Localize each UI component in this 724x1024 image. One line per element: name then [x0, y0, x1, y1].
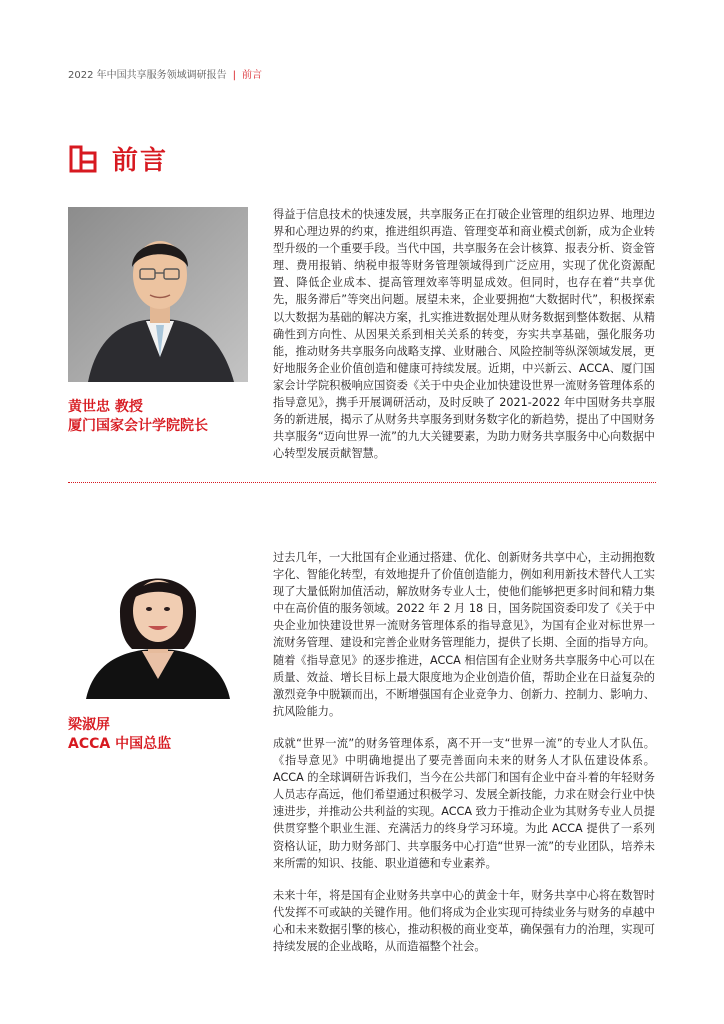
page-title: [68, 140, 168, 177]
foreword-text-2: [273, 549, 655, 970]
running-header: [68, 66, 262, 81]
paragraph: 成就“世界一流”的财务管理体系，离不开一支“世界一流”的专业人才队伍。《指导意见》中明确地提出了要売善面向未来的财务人才队伍建设体系。ACCA 的全球调研告诉我们，当今在公共部门和国有企业中奋斗着的年轻财务人员志存高远，他们希望通过积极学习、发展全新技能，力求在财会行业中快速进步，并推动公共利益的实现。ACCA 致力于推动企业为其财务专业人员提供贯穿整个职业生涯、充满活力的终身学习环境。为此 ACCA 提供了一系列资格认证，助力财务部门、共享服务中心打造“世界一流”的专业团队，培养未来所需的知识、技能、职业道德和专业素养。: [273, 736, 655, 870]
portrait-huang-shizhong: [68, 207, 248, 382]
header-separator: |: [232, 70, 237, 81]
report-title: 2022 年中国共享服务领域调研报告: [68, 70, 227, 81]
section-divider: [68, 482, 656, 483]
foreword-text-1: [273, 206, 655, 477]
person-title: 厦门国家会计学院院长: [68, 418, 208, 434]
paragraph: 未来十年，将是国有企业财务共享中心的黄金十年，财务共享中心将在数智时代发挥不可或缺的关键作用。他们将成为企业实现可持续业务与财务的卓越中心和未来数据引擎的核心，推动积极的商业变革，确保强有力的治理，实现可持续发展的企业战略，从而造福整个社会。: [273, 888, 655, 953]
person-title: ACCA 中国总监: [68, 736, 172, 752]
document-frame-icon: [68, 144, 98, 174]
header-section: 前言: [242, 70, 263, 81]
person-name: 梁淑屏: [68, 717, 110, 733]
page-title-text: 前言: [112, 146, 169, 176]
person-name: 黄世忠 教授: [68, 399, 143, 415]
portrait-liang-shuping: [68, 549, 248, 699]
paragraph: 得益于信息技术的快速发展，共享服务正在打破企业管理的组织边界、地理边界和心理边界的约束，推进组织再造、管理变革和商业模式创新，成为企业转型升级的一个重要手段。当代中国，共享服务在会计核算、报表分析、资金管理、费用报销、纳税申报等财务管理领域得到广泛应用，实现了优化资源配置、降低企业成本、提高管理效率等明显成效。但同时，也存在着“共享优先，服务滞后”等突出问题。展望未来，企业要拥抱“大数据时代”，积极探索以大数据为基础的解决方案，扎实推进数据处理从财务数据到整体数据、从精确性到方向性、从因果关系到相关关系的转变，夯实共享基础，强化服务功能，推动财务共享服务向战略支撑、业财融合、风险控制等纵深领域发展，更好地服务企业价值创造和健康可持续发展。近期，中兴新云、ACCA、厦门国家会计学院积极响应国资委《关于中央企业加快建设世界一流财务管理体系的指导意见》，携手开展调研活动，及时反映了 2021-2022 年中国财务共享服务的新进展，揭示了从财务共享服务到财务数字化的新趋势，提出了中国财务共享服务“迈向世界一流”的九大关键要素，为助力财务共享服务中心向数据中心转型发展贡献智慧。: [273, 208, 655, 461]
paragraph: 过去几年，一大批国有企业通过搭建、优化、创新财务共享中心，主动拥抱数字化、智能化转型，有效地提升了价值创造能力，例如利用新技术替代人工实现了大量低附加值活动，解放财务专业人士，使他们能够把更多时间和精力集中在高价值的服务领域。2022 年 2 月 18 日，国务院国资委印发了《关于中央企业加快建设世界一流财务管理体系的指导意见》，为国有企业对标世界一流财务管理、建设和完善企业财务管理能力，提供了长期、全面的指导方向。随着《指导意见》的逐步推进，ACCA 相信国有企业财务共享服务中心可以在质量、效益、增长目标上最大限度地为企业创造价值，帮助企业在日益复杂的激烈竞争中脱颖而出，不断增强国有企业竞争力、创新力、控制力、影响力、抗风险能力。: [273, 551, 655, 718]
